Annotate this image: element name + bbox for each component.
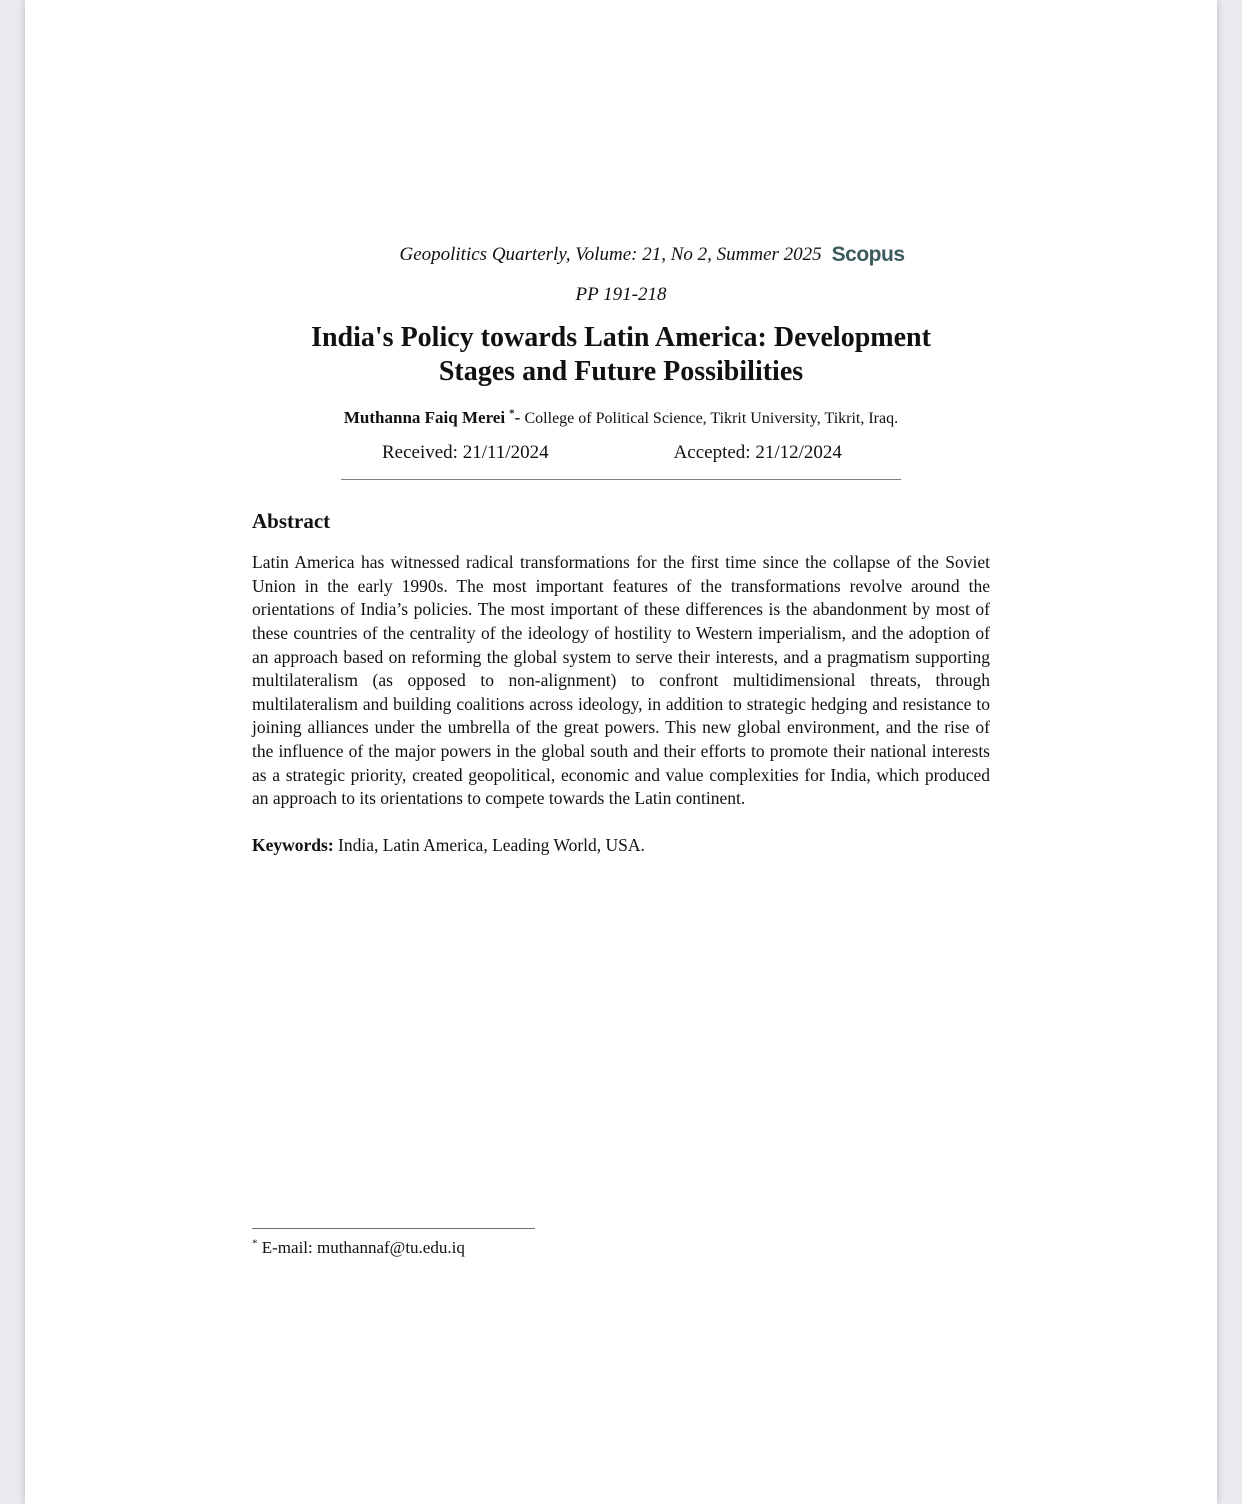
author-footnote-marker: * — [509, 407, 515, 420]
footnote-email-text: E-mail: muthannaf@tu.edu.iq — [257, 1237, 465, 1257]
author-affiliation: College of Political Science, Tikrit University, Tikrit, Iraq. — [524, 409, 899, 427]
footnote-marker: * — [252, 1237, 258, 1250]
accepted-date: Accepted: 21/12/2024 — [673, 441, 842, 463]
abstract-body: Latin America has witnessed radical transformations for the first time since the collapse of the Soviet Union in the early 1990s. The most important features of the transformations revolve around the orientations of India’s policies. The most important of these differences is the abandonment by most of these countries of the centrality of the ideology of hostility to Western imperialism, and the adoption of an approach based on reforming the global system to serve their interests, and a pragmatism supporting multilateralism (as opposed to non-alignment) to confront multidimensional threats, through multilateralism and building coalitions across ideology, in addition to strategic hedging and resistance to joining alliances under the umbrella of the great powers. This new global environment, and the rise of the influence of the major powers in the global south and their efforts to promote their national interests as a strategic priority, created geopolitical, economic and value complexities for India, which produced an approach to its orientations to compete towards the Latin continent. — [252, 552, 990, 809]
received-date: Received: 21/11/2024 — [382, 441, 549, 463]
author-separator: - — [514, 407, 525, 427]
paper-page — [25, 0, 1217, 1504]
page-content — [25, 0, 1217, 1259]
keywords-value: India, Latin America, Leading World, USA. — [333, 834, 645, 855]
abstract-heading: Abstract — [252, 508, 331, 533]
article-title-line1: India's Policy towards Latin America: Development — [311, 322, 931, 353]
journal-title-text: Geopolitics Quarterly, Volume: 21, No 2, Summer 2025 — [399, 244, 822, 265]
footnote-block — [252, 1228, 990, 1259]
author-line — [252, 408, 990, 429]
header-separator-rule — [341, 479, 901, 480]
author-name: Muthanna Faiq Merei — [343, 407, 506, 427]
dates-row — [252, 441, 990, 465]
footnote-rule — [252, 1228, 535, 1229]
article-title-line2: Stages and Future Possibilities — [438, 356, 804, 387]
keywords-label: Keywords: — [252, 834, 334, 855]
journal-header-line — [283, 243, 1021, 267]
scopus-logo: Scopus — [831, 243, 905, 266]
page-range: PP 191-218 — [575, 284, 667, 305]
keywords-line — [252, 833, 990, 857]
footnote-email-line — [252, 1237, 990, 1259]
article-title — [252, 321, 990, 389]
